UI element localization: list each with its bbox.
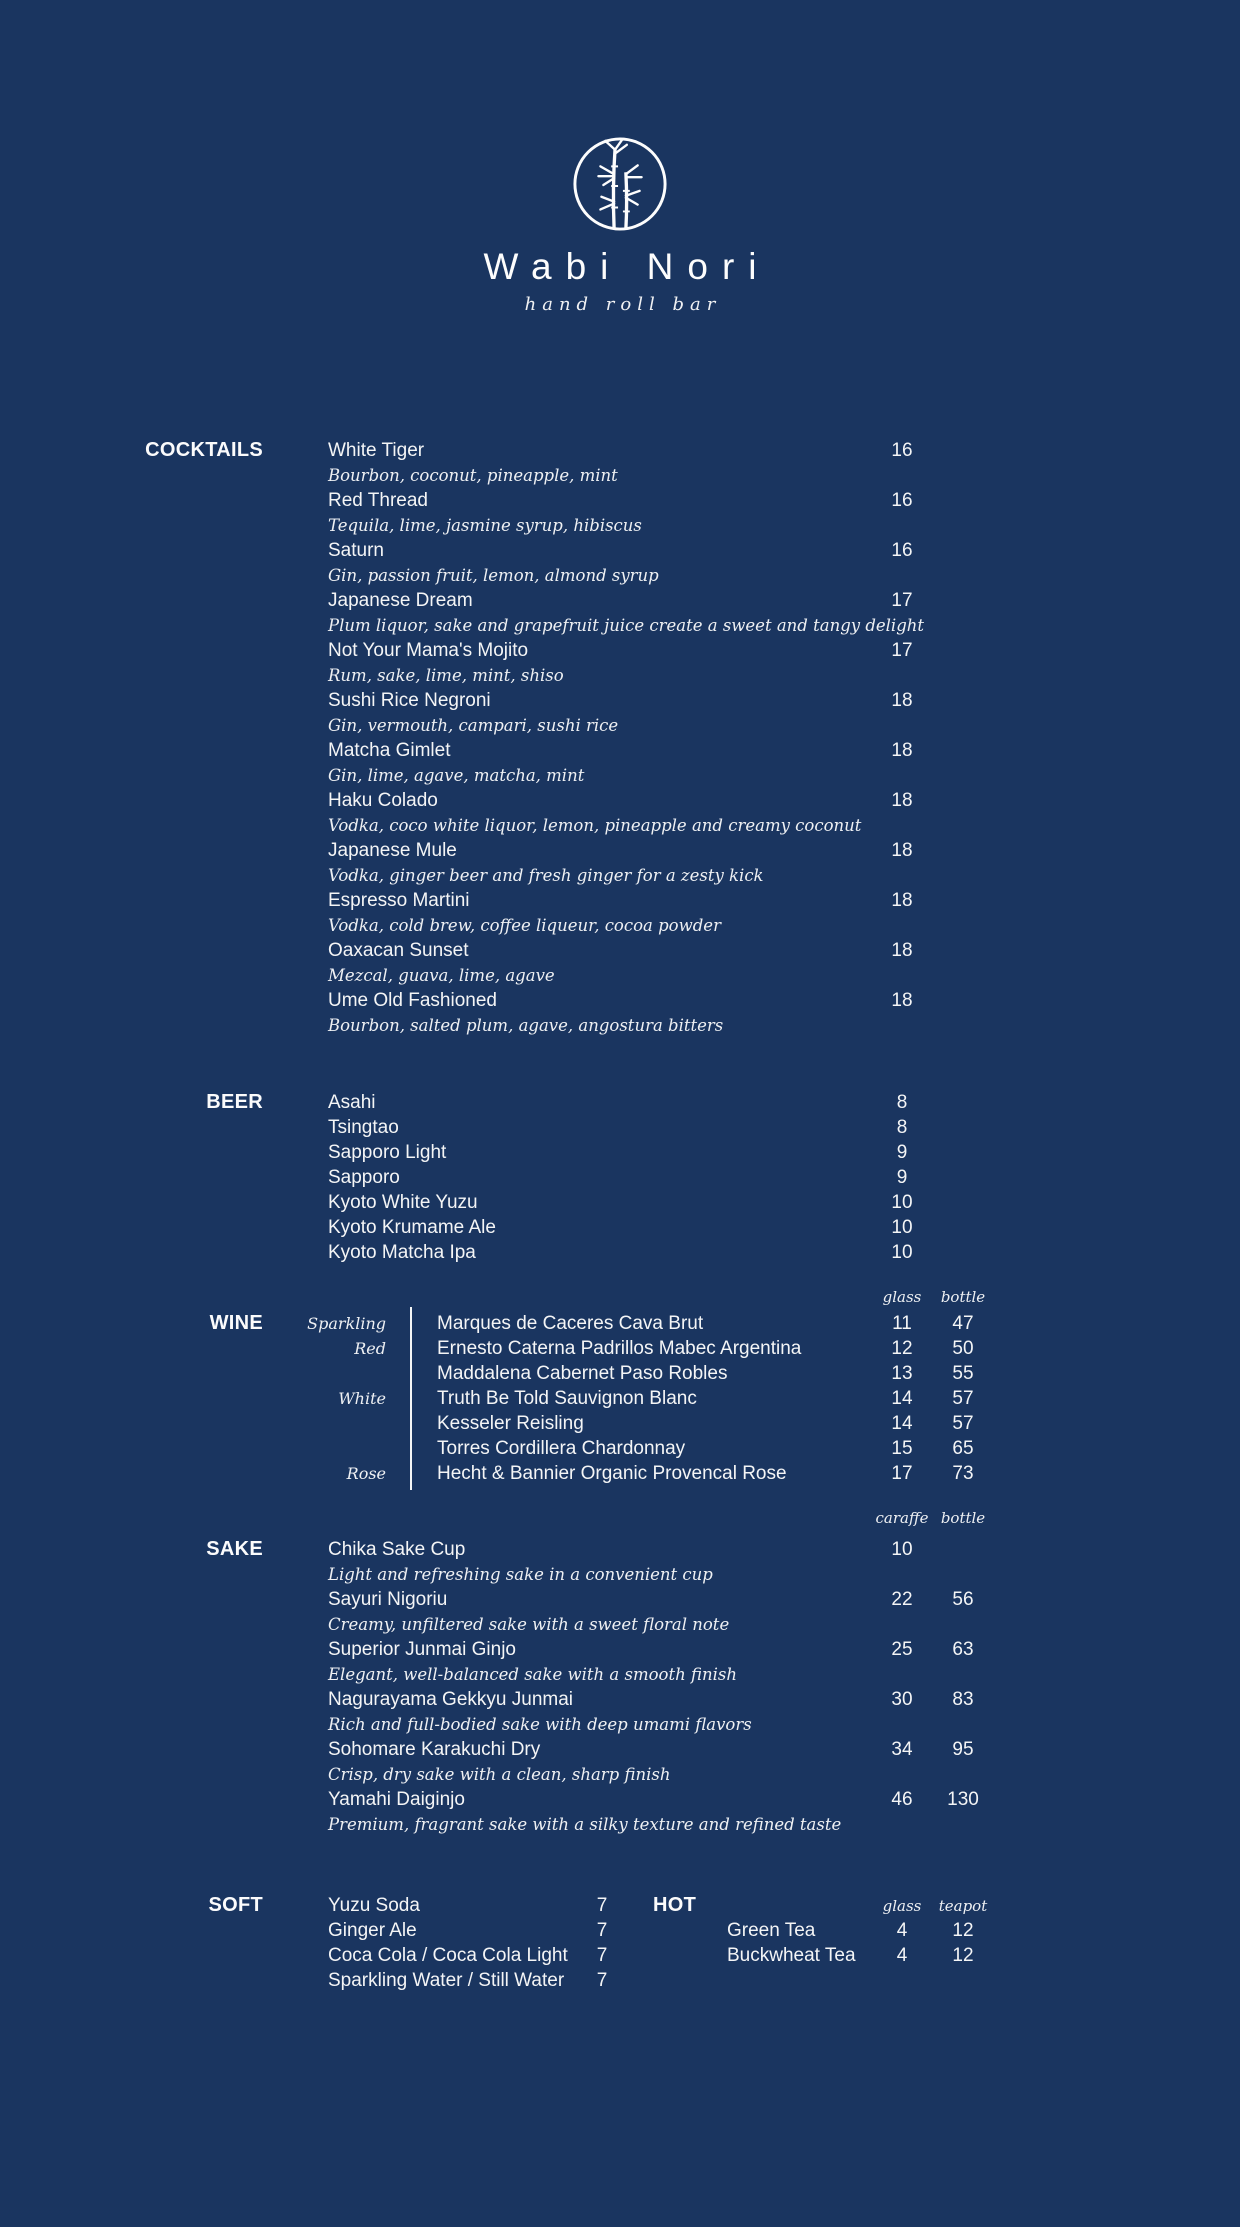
wine-item [0,1461,1040,1486]
cocktail-item [0,638,1040,688]
beer-item [0,1140,1040,1165]
item-description: Gin, passion fruit, lemon, almond syrup [328,566,659,585]
item-price: 9 [896,1142,908,1163]
glass-price: 14 [891,1388,913,1409]
bottle-price: 50 [952,1338,974,1359]
sake-item [0,1737,1040,1787]
item-price: 9 [896,1167,908,1188]
hot-item [0,1943,1040,1968]
item-name: Matcha Gimlet [328,740,451,761]
beer-item [0,1090,1040,1115]
sake-item [0,1637,1040,1687]
brand-header [0,135,1240,315]
item-name: Superior Junmai Ginjo [328,1639,516,1660]
wine-heading: WINE [209,1312,263,1334]
wine-category: Rose [346,1464,386,1483]
item-price: 10 [891,1217,913,1238]
bottle-price: 95 [952,1739,974,1760]
bottle-price: 73 [952,1463,974,1484]
glass-price: 14 [891,1413,913,1434]
bamboo-circle-icon [571,135,669,233]
teapot-price: 12 [952,1920,974,1941]
item-price: 7 [596,1945,608,1966]
item-price: 8 [896,1117,908,1138]
caraffe-price: 34 [891,1739,913,1760]
item-name: Ginger Ale [328,1920,417,1941]
glass-price: 4 [896,1945,908,1966]
cocktails-list [0,438,1040,1038]
wine-item [0,1386,1040,1411]
teapot-price: 12 [952,1945,974,1966]
wine-category: White [338,1389,386,1408]
sake-item [0,1537,1040,1587]
bottle-price: 83 [952,1689,974,1710]
item-name: Ume Old Fashioned [328,990,497,1011]
item-name: Ernesto Caterna Padrillos Mabec Argentina [437,1338,802,1359]
item-name: Not Your Mama's Mojito [328,640,529,661]
item-name: Sapporo Light [328,1142,447,1163]
cocktail-item [0,988,1040,1038]
item-name: Truth Be Told Sauvignon Blanc [437,1388,697,1409]
beer-item [0,1115,1040,1140]
item-price: 16 [891,440,913,461]
item-name: Japanese Dream [328,590,473,611]
brand-tagline: hand roll bar [524,294,722,315]
item-description: Crisp, dry sake with a clean, sharp finish [328,1765,671,1784]
item-name: Coca Cola / Coca Cola Light [328,1945,568,1966]
wine-item [0,1436,1040,1461]
item-name: Espresso Martini [328,890,470,911]
item-name: Maddalena Cabernet Paso Robles [437,1363,728,1384]
glass-price: 4 [896,1920,908,1941]
item-price: 18 [891,890,913,911]
item-name: Tsingtao [328,1117,399,1138]
item-price: 8 [896,1092,908,1113]
cocktails-section [0,438,1040,1038]
item-name: Yuzu Soda [328,1895,420,1916]
cocktail-item [0,438,1040,488]
hot-item [0,1918,1040,1943]
item-name: Buckwheat Tea [727,1945,856,1966]
item-name: Green Tea [727,1920,816,1941]
item-name: Oaxacan Sunset [328,940,469,961]
caraffe-price: 22 [891,1589,913,1610]
bottle-price: 65 [952,1438,974,1459]
hot-glass-column-header: glass [882,1897,922,1915]
item-description: Vodka, ginger beer and fresh ginger for a zesty kick [328,866,764,885]
item-name: White Tiger [328,440,425,461]
bottle-price: 57 [952,1413,974,1434]
sake-section [0,1537,1040,1837]
item-price: 17 [891,640,913,661]
item-name: Kyoto White Yuzu [328,1192,478,1213]
wine-column-headers [0,1288,1040,1310]
wine-category: Red [354,1339,386,1358]
cocktail-item [0,788,1040,838]
beer-heading: BEER [206,1091,263,1113]
sake-item [0,1687,1040,1737]
item-price: 7 [596,1920,608,1941]
item-price: 18 [891,840,913,861]
item-price: 7 [596,1895,608,1916]
hot-column-headers [0,1897,1040,1919]
sake-bottle-column-header: bottle [940,1509,986,1527]
item-description: Mezcal, guava, lime, agave [328,966,555,985]
glass-price: 13 [891,1363,913,1384]
brand-name: Wabi Nori [483,246,771,287]
item-name: Kesseler Reisling [437,1413,584,1434]
item-name: Red Thread [328,490,428,511]
bottle-price: 63 [952,1639,974,1660]
beer-item [0,1240,1040,1265]
item-description: Gin, vermouth, campari, sushi rice [328,716,619,735]
item-price: 16 [891,540,913,561]
item-name: Hecht & Bannier Organic Provencal Rose [437,1463,787,1484]
item-name: Chika Sake Cup [328,1539,466,1560]
wine-glass-column-header: glass [882,1288,922,1306]
sake-list [0,1537,1040,1837]
cocktail-item [0,738,1040,788]
caraffe-price: 25 [891,1639,913,1660]
item-description: Elegant, well-balanced sake with a smooth finish [328,1665,737,1684]
item-price: 16 [891,490,913,511]
item-description: Rum, sake, lime, mint, shiso [328,666,564,685]
item-name: Haku Colado [328,790,438,811]
item-name: Saturn [328,540,384,561]
item-name: Sushi Rice Negroni [328,690,491,711]
item-price: 7 [596,1970,608,1991]
item-description: Tequila, lime, jasmine syrup, hibiscus [328,516,642,535]
item-price: 18 [891,990,913,1011]
caraffe-price: 10 [891,1539,913,1560]
wine-item [0,1361,1040,1386]
glass-price: 15 [891,1438,913,1459]
cocktail-item [0,938,1040,988]
beer-item [0,1165,1040,1190]
sake-caraffe-column-header: caraffe [875,1509,929,1527]
item-name: Marques de Caceres Cava Brut [437,1313,704,1334]
glass-price: 17 [891,1463,913,1484]
bottle-price: 47 [952,1313,974,1334]
sake-item [0,1787,1040,1837]
item-description: Rich and full-bodied sake with deep umami flavors [328,1715,752,1734]
item-name: Nagurayama Gekkyu Junmai [328,1689,573,1710]
item-name: Torres Cordillera Chardonnay [437,1438,686,1459]
item-price: 17 [891,590,913,611]
item-description: Plum liquor, sake and grapefruit juice create a sweet and tangy delight [328,616,925,635]
item-name: Sayuri Nigoriu [328,1589,448,1610]
item-price: 18 [891,940,913,961]
item-description: Light and refreshing sake in a convenient cup [328,1565,713,1584]
sake-column-headers [0,1509,1040,1531]
item-description: Creamy, unfiltered sake with a sweet floral note [328,1615,730,1634]
wine-item [0,1336,1040,1361]
item-price: 10 [891,1192,913,1213]
caraffe-price: 46 [891,1789,913,1810]
beer-list [0,1090,1040,1265]
cocktail-item [0,488,1040,538]
cocktail-item [0,588,1040,638]
item-price: 18 [891,790,913,811]
item-name: Yamahi Daiginjo [328,1789,465,1810]
item-description: Bourbon, coconut, pineapple, mint [328,466,618,485]
item-name: Japanese Mule [328,840,457,861]
cocktails-heading: COCKTAILS [145,439,263,461]
wine-item [0,1311,1040,1336]
cocktail-item [0,538,1040,588]
beer-item [0,1190,1040,1215]
bottle-price: 55 [952,1363,974,1384]
item-price: 10 [891,1242,913,1263]
bottle-price: 130 [947,1789,979,1810]
item-name: Kyoto Matcha Ipa [328,1242,476,1263]
soft-heading: SOFT [208,1894,263,1916]
hot-teapot-column-header: teapot [938,1897,988,1915]
item-name: Asahi [328,1092,376,1113]
item-description: Vodka, coco white liquor, lemon, pineapple and creamy coconut [328,816,862,835]
wine-category: Sparkling [307,1314,386,1333]
wine-section [0,1311,1040,1486]
cocktail-item [0,688,1040,738]
item-description: Gin, lime, agave, matcha, mint [328,766,585,785]
sake-item [0,1587,1040,1637]
soft-item [0,1968,1040,1993]
wine-item [0,1411,1040,1436]
glass-price: 12 [891,1338,913,1359]
item-description: Bourbon, salted plum, agave, angostura bitters [328,1016,724,1035]
beer-section [0,1090,1040,1265]
item-name: Sohomare Karakuchi Dry [328,1739,541,1760]
beer-item [0,1215,1040,1240]
item-price: 18 [891,690,913,711]
hot-heading: HOT [653,1894,697,1916]
bottle-price: 57 [952,1388,974,1409]
bottle-price: 56 [952,1589,974,1610]
item-name: Sapporo [328,1167,400,1188]
item-price: 18 [891,740,913,761]
item-name: Sparkling Water / Still Water [328,1970,565,1991]
hot-list [0,1918,1040,1968]
item-description: Vodka, cold brew, coffee liqueur, cocoa powder [328,916,721,935]
caraffe-price: 30 [891,1689,913,1710]
wine-list [0,1311,1040,1486]
sake-heading: SAKE [206,1538,263,1560]
item-name: Kyoto Krumame Ale [328,1217,496,1238]
glass-price: 11 [892,1313,912,1334]
cocktail-item [0,888,1040,938]
item-description: Premium, fragrant sake with a silky texture and refined taste [328,1815,842,1834]
wine-bottle-column-header: bottle [940,1288,986,1306]
cocktail-item [0,838,1040,888]
